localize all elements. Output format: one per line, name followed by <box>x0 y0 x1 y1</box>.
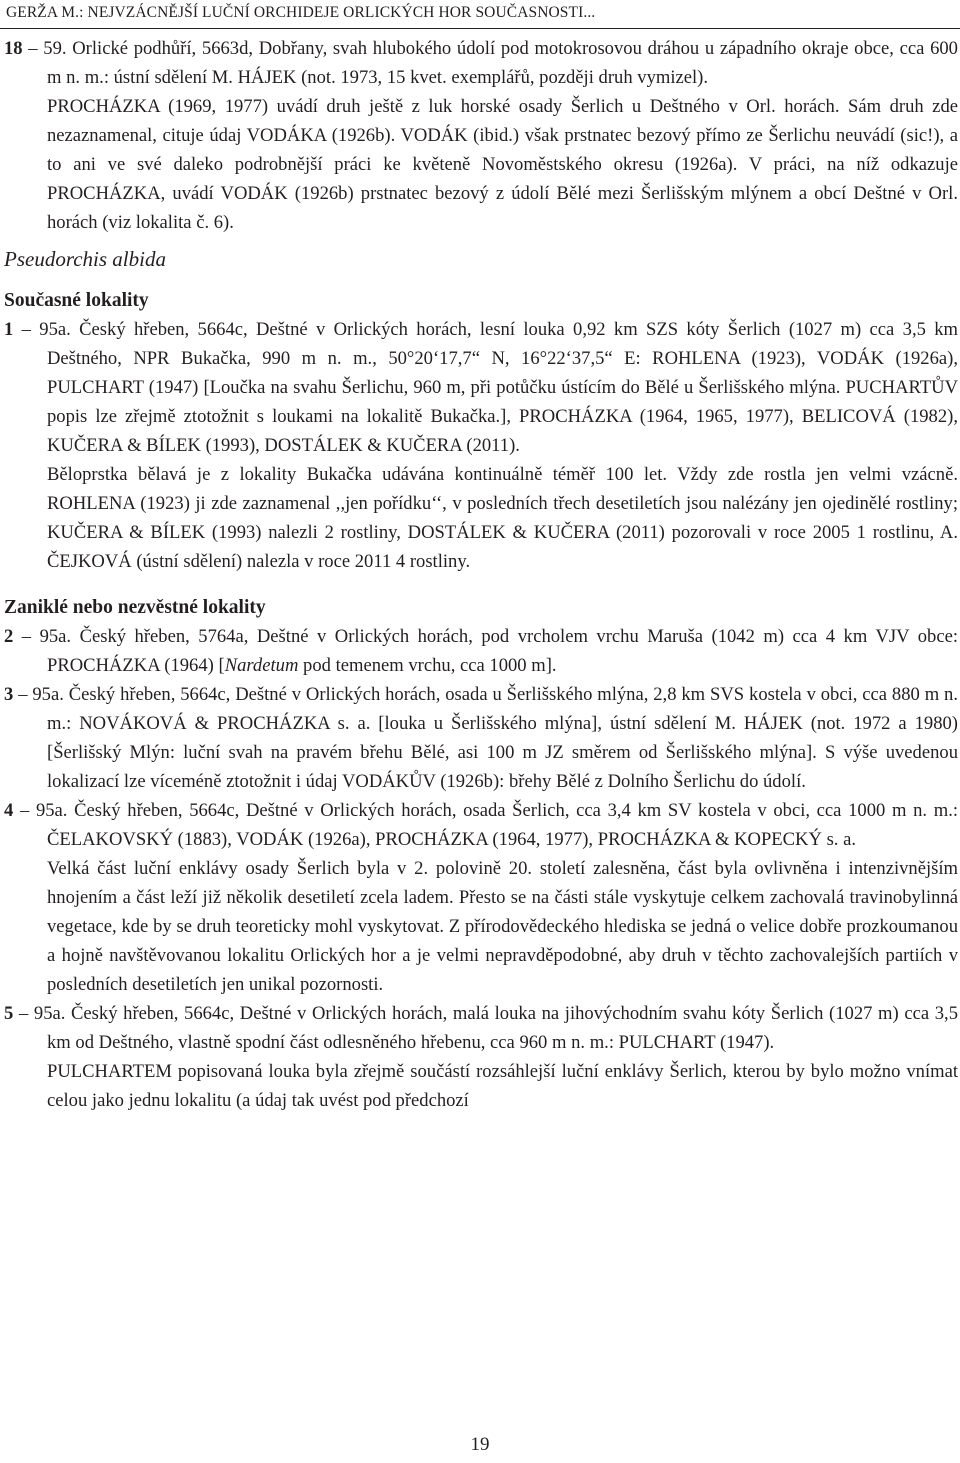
entry-text: – 95a. Český hřeben, 5664c, Deštné v Orlických horách, osada Šerlich, cca 3,4 km SV kostela v obci, cca 1000 m n. m.: ČELAKOVSKÝ (1883), VODÁK (1926a), PROCHÁZKA (1964, 1977), PROCHÁZKA & KOPECKÝ s. a. <box>19 800 959 850</box>
entry-number: 5 <box>4 1003 14 1024</box>
section-heading-current: Současné lokality <box>4 290 149 311</box>
note-text: PULCHARTEM popisovaná louka byla zřejmě součástí rozsáhlejší luční enklávy Šerlich, kterou by bylo možno vnímat celou jako jednu lokalitu (a údaj tak uvést pod předchozí <box>47 1061 958 1111</box>
note-text: PROCHÁZKA (1969, 1977) uvádí druh ještě z luk horské osady Šerlich u Deštného v Orl. horách. Sám druh zde nezaznamenal, cituje údaj VODÁKA (1926b). VODÁK (ibid.) však prstnatec bezový přímo ze Šerlichu neuvádí (sic!), a to ani ve své daleko podrobnější práci ke květeně Novoměstského okresu (1926a). V práci, na níž odkazuje PROCHÁZKA, uvádí VODÁK (1926b) prstnatec bezový z údolí Bělé mezi Šerlišským mlýnem a obcí Deštné v Orl. horách (viz lokalita č. 6). <box>47 96 958 233</box>
locality-entry-5 <box>4 999 958 1057</box>
species-heading: Pseudorchis albida <box>4 247 166 271</box>
entry-note <box>4 92 958 237</box>
section-heading-extinct: Zaniklé nebo nezvěstné lokality <box>4 597 266 618</box>
entry-number: 18 <box>4 38 23 59</box>
note-text: Velká část luční enklávy osady Šerlich byla v 2. polovině 20. století zalesněna, část byla ovlivněna i intenzivnějším hnojením a část leží již několik desetiletí zcela ladem. Přesto se na části stále vyskytuje celkem zachovalá travinobylinná vegetace, kde by se druh teoreticky mohl vyskytovat. Z přírodovědeckého hlediska se jedná o velice dobře prozkoumanou a hojně navštěvovanou lokalitu Orlických hor a je velmi nepravděpodobné, aby druh v těchto zachovalejších partiích v posledních desetiletích jen unikal pozornosti. <box>47 858 958 995</box>
entry-text: – 95a. Český hřeben, 5664c, Deštné v Orlických horách, osada u Šerlišského mlýna, 2,8 km SVS kostela v obci, cca 880 m n. m.: NOVÁKOVÁ & PROCHÁZKA s. a. [louka u Šerlišského mlýna], ústní sdělení M. HÁJEK (not. 1972 a 1980) [Šerlišský Mlýn: luční svah na pravém břehu Bělé, asi 100 m JZ směrem od Šerlišského mlýna]. S výše uvedenou lokalizací lze víceméně ztotožnit i údaj VODÁKŮV (1926b): břehy Bělé z Dolního Šerlichu do údolí. <box>18 684 958 792</box>
running-title: GERŽA M.: NEJVZÁCNĚJŠÍ LUČNÍ ORCHIDEJE ORLICKÝCH HOR SOUČASNOSTI... <box>6 4 596 21</box>
entry-note <box>4 1057 958 1115</box>
entry-number: 4 <box>4 800 14 821</box>
entry-number: 3 <box>4 684 14 705</box>
entry-note <box>4 854 958 999</box>
entry-text: – 95a. Český hřeben, 5664c, Deštné v Orlických horách, lesní louka 0,92 km SZS kóty Šerlich (1027 m) cca 3,5 km Deštného, NPR Bukačka, 990 m n. m., 50°20‘17,7“ N, 16°22‘37,5“ E: ROHLENA (1923), VODÁK (1926a), PULCHART (1947) [Loučka na svahu Šerlichu, 960 m, při potůčku ústícím do Bělé u Šerlišského mlýna. PUCHARTŮV popis lze zřejmě ztotožnit s loukami na lokalitě Bukačka.], PROCHÁZKA (1964, 1965, 1977), BELICOVÁ (1982), KUČERA & BÍLEK (1993), DOSTÁLEK & KUČERA (2011). <box>21 319 958 456</box>
entry-note <box>4 460 958 576</box>
page-body <box>4 34 958 1115</box>
entry-text: – 95a. Český hřeben, 5764a, Deštné v Orlických horách, pod vrcholem vrchu Maruša (1042 m) cca 4 km VJV obce: PROCHÁZKA (1964) [ <box>21 626 958 676</box>
note-text: Běloprstka bělavá je z lokality Bukačka udávána kontinuálně téměř 100 let. Vždy zde rostla jen velmi vzácně. ROHLENA (1923) ji zde zaznamenal ,,jen pořídku‘‘, v posledních třech desetiletích jsou nalézány jen ojedinělé rostliny; KUČERA & BÍLEK (1993) nalezli 2 rostliny, DOSTÁLEK & KUČERA (2011) pozorovali v roce 2005 1 rostlinu, A. ČEJKOVÁ (ústní sdělení) nalezla v roce 2011 4 rostliny. <box>47 464 958 572</box>
entry-number: 2 <box>4 626 14 647</box>
header-rule <box>0 28 960 29</box>
entry-text: – 59. Orlické podhůří, 5663d, Dobřany, svah hlubokého údolí pod motokrosovou dráhou u západního okraje obce, cca 600 m n. m.: ústní sdělení M. HÁJEK (not. 1973, 15 kvet. exemplářů, později druh vymizel). <box>28 38 958 88</box>
entry-text-end: pod temenem vrchu, cca 1000 m]. <box>298 655 557 676</box>
entry-text: – 95a. Český hřeben, 5664c, Deštné v Orlických horách, malá louka na jihovýchodním svahu kóty Šerlich (1027 m) cca 3,5 km od Deštného, vlastně spodní část odlesněného hřebenu, cca 960 m n. m.: PULCHART (1947). <box>18 1003 959 1053</box>
entry-number: 1 <box>4 319 14 340</box>
locality-entry-4 <box>4 796 958 854</box>
locality-entry-18 <box>4 34 958 92</box>
locality-entry-1 <box>4 315 958 460</box>
running-header <box>6 4 946 22</box>
locality-entry-2 <box>4 622 958 680</box>
entry-text-italic: Nardetum <box>224 655 299 676</box>
locality-entry-3 <box>4 680 958 796</box>
page-number: 19 <box>470 1434 490 1455</box>
